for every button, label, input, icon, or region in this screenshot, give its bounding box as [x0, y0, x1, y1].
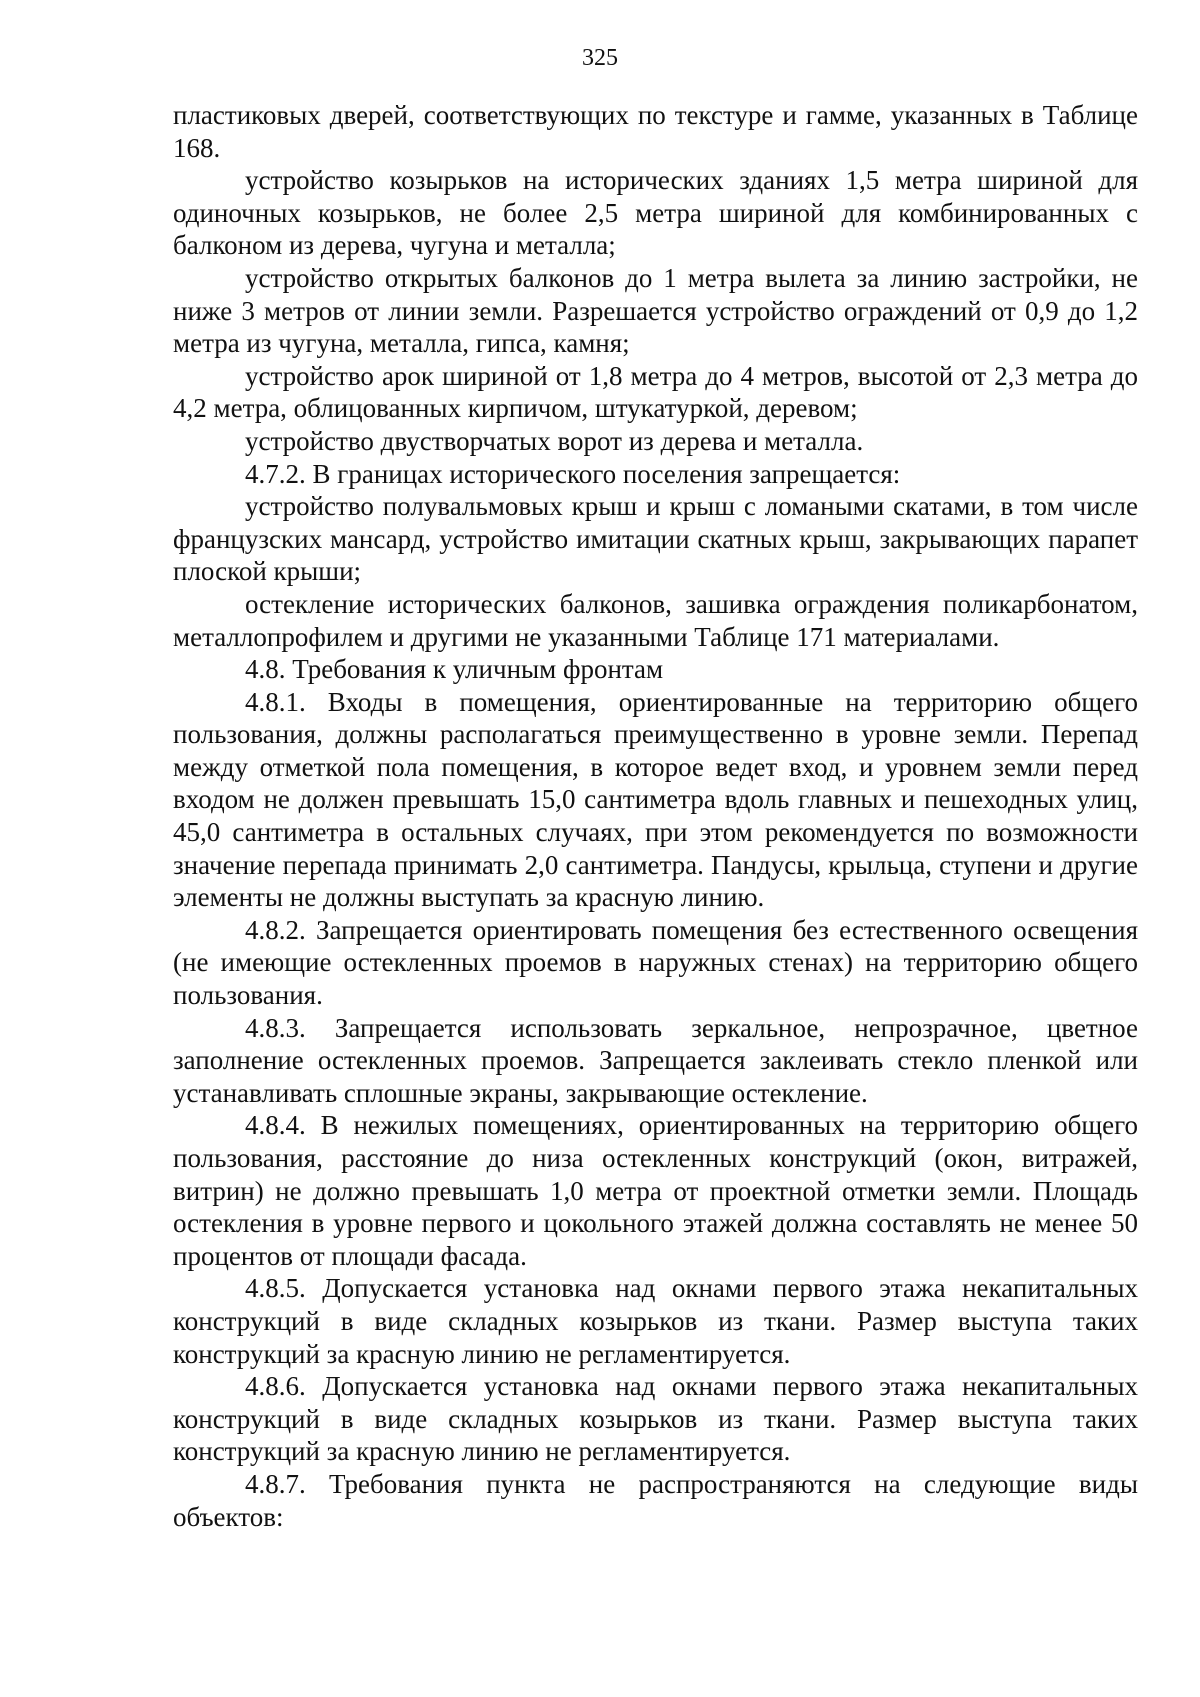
paragraph-4-8-6: 4.8.6. Допускается установка над окнами первого этажа некапитальных конструкций в виде складных козырьков из ткани. Размер выступа таких конструкций за красную линию не регламентируется.: [173, 1371, 1138, 1467]
paragraph-roofs: устройство полувальмовых крыш и крыш с ломаными скатами, в том числе французских мансард, устройство имитации скатных крыш, закрывающих парапет плоской крыши;: [173, 491, 1138, 587]
page-number: 325: [582, 45, 618, 71]
paragraph-4-8-1: 4.8.1. Входы в помещения, ориентированные на территорию общего пользования, должны располагаться преимущественно в уровне земли. Перепад между отметкой пола помещения, в которое ведет вход, и уровнем земли перед входом не должен превышать 15,0 сантиметра вдоль главных и пешеходных улиц, 45,0 сантиметра в остальных случаях, при этом рекомендуется по возможности значение перепада принимать 2,0 сантиметра. Пандусы, крыльца, ступени и другие элементы не должны выступать за красную линию.: [173, 686, 1138, 913]
paragraph-4-8-7: 4.8.7. Требования пункта не распространяются на следующие виды объектов:: [173, 1468, 1138, 1532]
paragraph-arches: устройство арок шириной от 1,8 метра до 4 метров, высотой от 2,3 метра до 4,2 метра, облицованных кирпичом, штукатуркой, деревом;: [173, 360, 1138, 424]
paragraph-4-8-5: 4.8.5. Допускается установка над окнами первого этажа некапитальных конструкций в виде складных козырьков из ткани. Размер выступа таких конструкций за красную линию не регламентируется.: [173, 1273, 1138, 1369]
paragraph-4-8-2: 4.8.2. Запрещается ориентировать помещения без естественного освещения (не имеющие остекленных проемов в наружных стенах) на территорию общего пользования.: [173, 914, 1138, 1011]
section-heading-4-8: 4.8. Требования к уличным фронтам: [245, 654, 664, 685]
paragraph-4-8-4: 4.8.4. В нежилых помещениях, ориентированных на территорию общего пользования, расстояние до низа остекленных конструкций (окон, витражей, витрин) не должно превышать 1,0 метра от проектной отметки земли. Площадь остекления в уровне первого и цокольного этажей должна составлять не менее 50 процентов от площади фасада.: [173, 1110, 1138, 1271]
paragraph-glazing-balconies: остекление исторических балконов, зашивка ограждения поликарбонатом, металлопрофилем и другими не указанными Таблице 171 материалами.: [173, 588, 1138, 652]
paragraph-gates: устройство двустворчатых ворот из дерева и металла.: [245, 425, 864, 456]
paragraph-4-8-3: 4.8.3. Запрещается использовать зеркальное, непрозрачное, цветное заполнение остекленных проемов. Запрещается заклеивать стекло пленкой или устанавливать сплошные экраны, закрывающие остекление.: [173, 1012, 1138, 1108]
paragraph-canopies: устройство козырьков на исторических зданиях 1,5 метра шириной для одиночных козырьков, не более 2,5 метра шириной для комбинированных с балконом из дерева, чугуна и металла;: [173, 165, 1138, 261]
paragraph-continuation: пластиковых дверей, соответствующих по текстуре и гамме, указанных в Таблице 168.: [173, 100, 1138, 163]
paragraph-balconies: устройство открытых балконов до 1 метра вылета за линию застройки, не ниже 3 метров от линии земли. Разрешается устройство ограждений от 0,9 до 1,2 метра из чугуна, металла, гипса, камня;: [173, 262, 1138, 359]
section-heading-4-7-2: 4.7.2. В границах исторического поселения запрещается:: [245, 458, 901, 489]
document-body: [173, 99, 1138, 1533]
